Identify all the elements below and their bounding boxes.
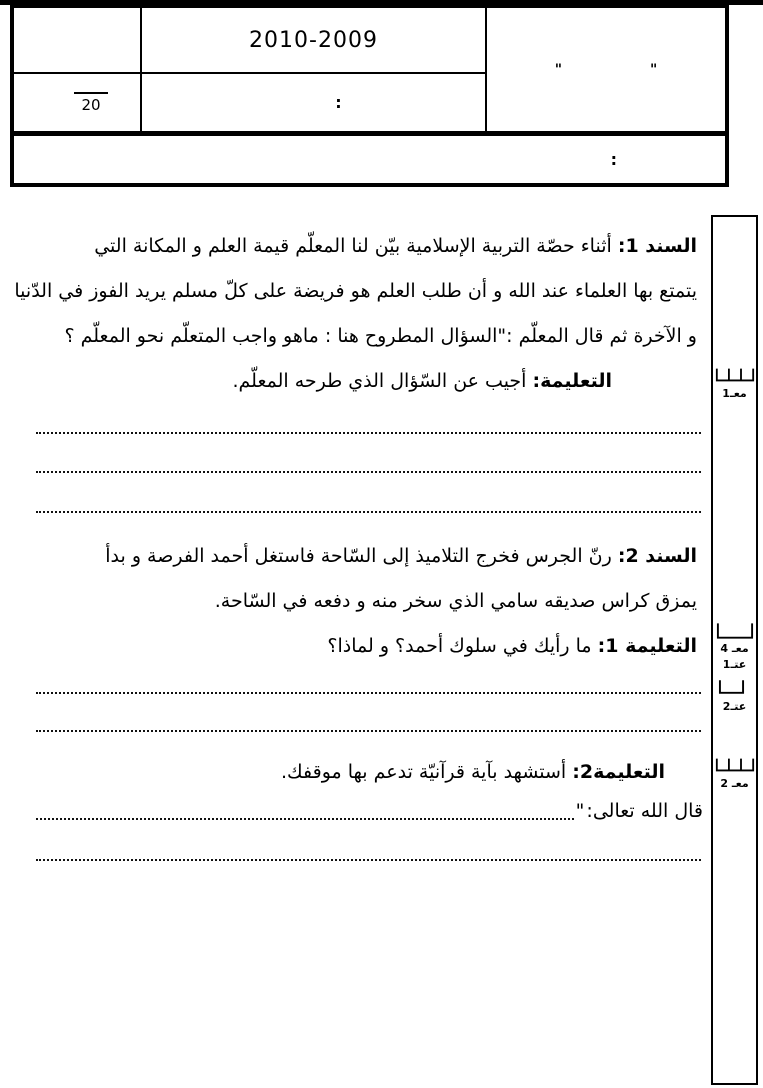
bracket-icon bbox=[713, 679, 761, 695]
school-name-cell bbox=[487, 8, 725, 131]
section2-instruction2-label: التعليمة2: bbox=[572, 761, 665, 783]
answer-dotted-line bbox=[36, 471, 701, 473]
name-colon: : bbox=[610, 150, 617, 169]
bracket-icon bbox=[713, 622, 756, 640]
score-scale-icon bbox=[713, 757, 756, 773]
empty-score-cell bbox=[14, 8, 142, 74]
section2-line1: السند 2: رنّ الجرس فخرج التلاميذ إلى السّاحة فاستغل أحمد الفرصة و بدأ bbox=[105, 545, 697, 567]
class-colon: : bbox=[335, 93, 342, 112]
answer-dotted-line bbox=[36, 730, 701, 732]
grading-rubric-column bbox=[711, 215, 758, 1085]
school-year: 2010-2009 bbox=[249, 27, 378, 53]
criterion-label: معـ 4 bbox=[720, 642, 749, 655]
answer-dotted-line bbox=[36, 692, 701, 694]
open-quote: " bbox=[554, 61, 562, 78]
section1-paragraph bbox=[14, 224, 697, 404]
score-table bbox=[10, 4, 729, 187]
answer-dotted-line bbox=[36, 432, 701, 434]
section1-line1: السند 1: أثناء حصّة التربية الإسلامية بيّن لنا المعلّم قيمة العلم و المكانة التي bbox=[94, 235, 697, 257]
criterion-label: معـ1 bbox=[722, 387, 747, 400]
school-year-cell bbox=[142, 8, 487, 74]
score-scale-icon bbox=[713, 367, 756, 383]
criterion-label: معـ 2 bbox=[720, 777, 749, 790]
score-denominator: 20 bbox=[74, 92, 107, 114]
mark-cell bbox=[14, 74, 142, 131]
section2-instruction1-label: التعليمة 1: bbox=[597, 635, 697, 657]
answer-dotted-leader bbox=[36, 818, 574, 820]
section2-instruction2: التعليمة2: أستشهد بآية قرآنيّة تدعم بها موقفك. bbox=[280, 761, 665, 783]
quran-lead-text: قال الله تعالى: bbox=[586, 800, 703, 822]
class-cell bbox=[142, 74, 487, 131]
section2-instruction1: التعليمة 1: ما رأيك في سلوك أحمد؟ و لماذا؟ bbox=[327, 635, 697, 657]
section2-instruction2-block bbox=[30, 750, 697, 795]
section2-label: السند 2: bbox=[617, 545, 697, 567]
answer-dotted-line bbox=[36, 859, 701, 861]
section1-instruction-label: التعليمة: bbox=[532, 370, 612, 392]
criterion-label: عتـ2 bbox=[722, 700, 747, 713]
section2-line2: يمزق كراس صديقه سامي الذي سخر منه و دفعه في السّاحة. bbox=[214, 590, 697, 612]
section1-line2: يتمتع بها العلماء عند الله و أن طلب العلم هو فريضة على كلّ مسلم يريد الفوز في الدّنيا bbox=[14, 280, 697, 302]
criterion-label: عتـ1 bbox=[722, 658, 747, 671]
quran-verse-line bbox=[36, 792, 703, 826]
section1-instruction: التعليمة: أجيب عن السّؤال الذي طرحه المعلّم. bbox=[232, 370, 612, 392]
answer-dotted-line bbox=[36, 511, 701, 513]
quran-open-quote: " bbox=[575, 800, 585, 822]
close-quote: " bbox=[650, 61, 658, 78]
section1-line3: و الآخرة ثم قال المعلّم :"السؤال المطروح هنا : ماهو واجب المتعلّم نحو المعلّم ؟ bbox=[64, 325, 697, 347]
student-name-cell bbox=[14, 136, 725, 183]
section2-paragraph bbox=[30, 534, 697, 669]
section1-label: السند 1: bbox=[617, 235, 697, 257]
